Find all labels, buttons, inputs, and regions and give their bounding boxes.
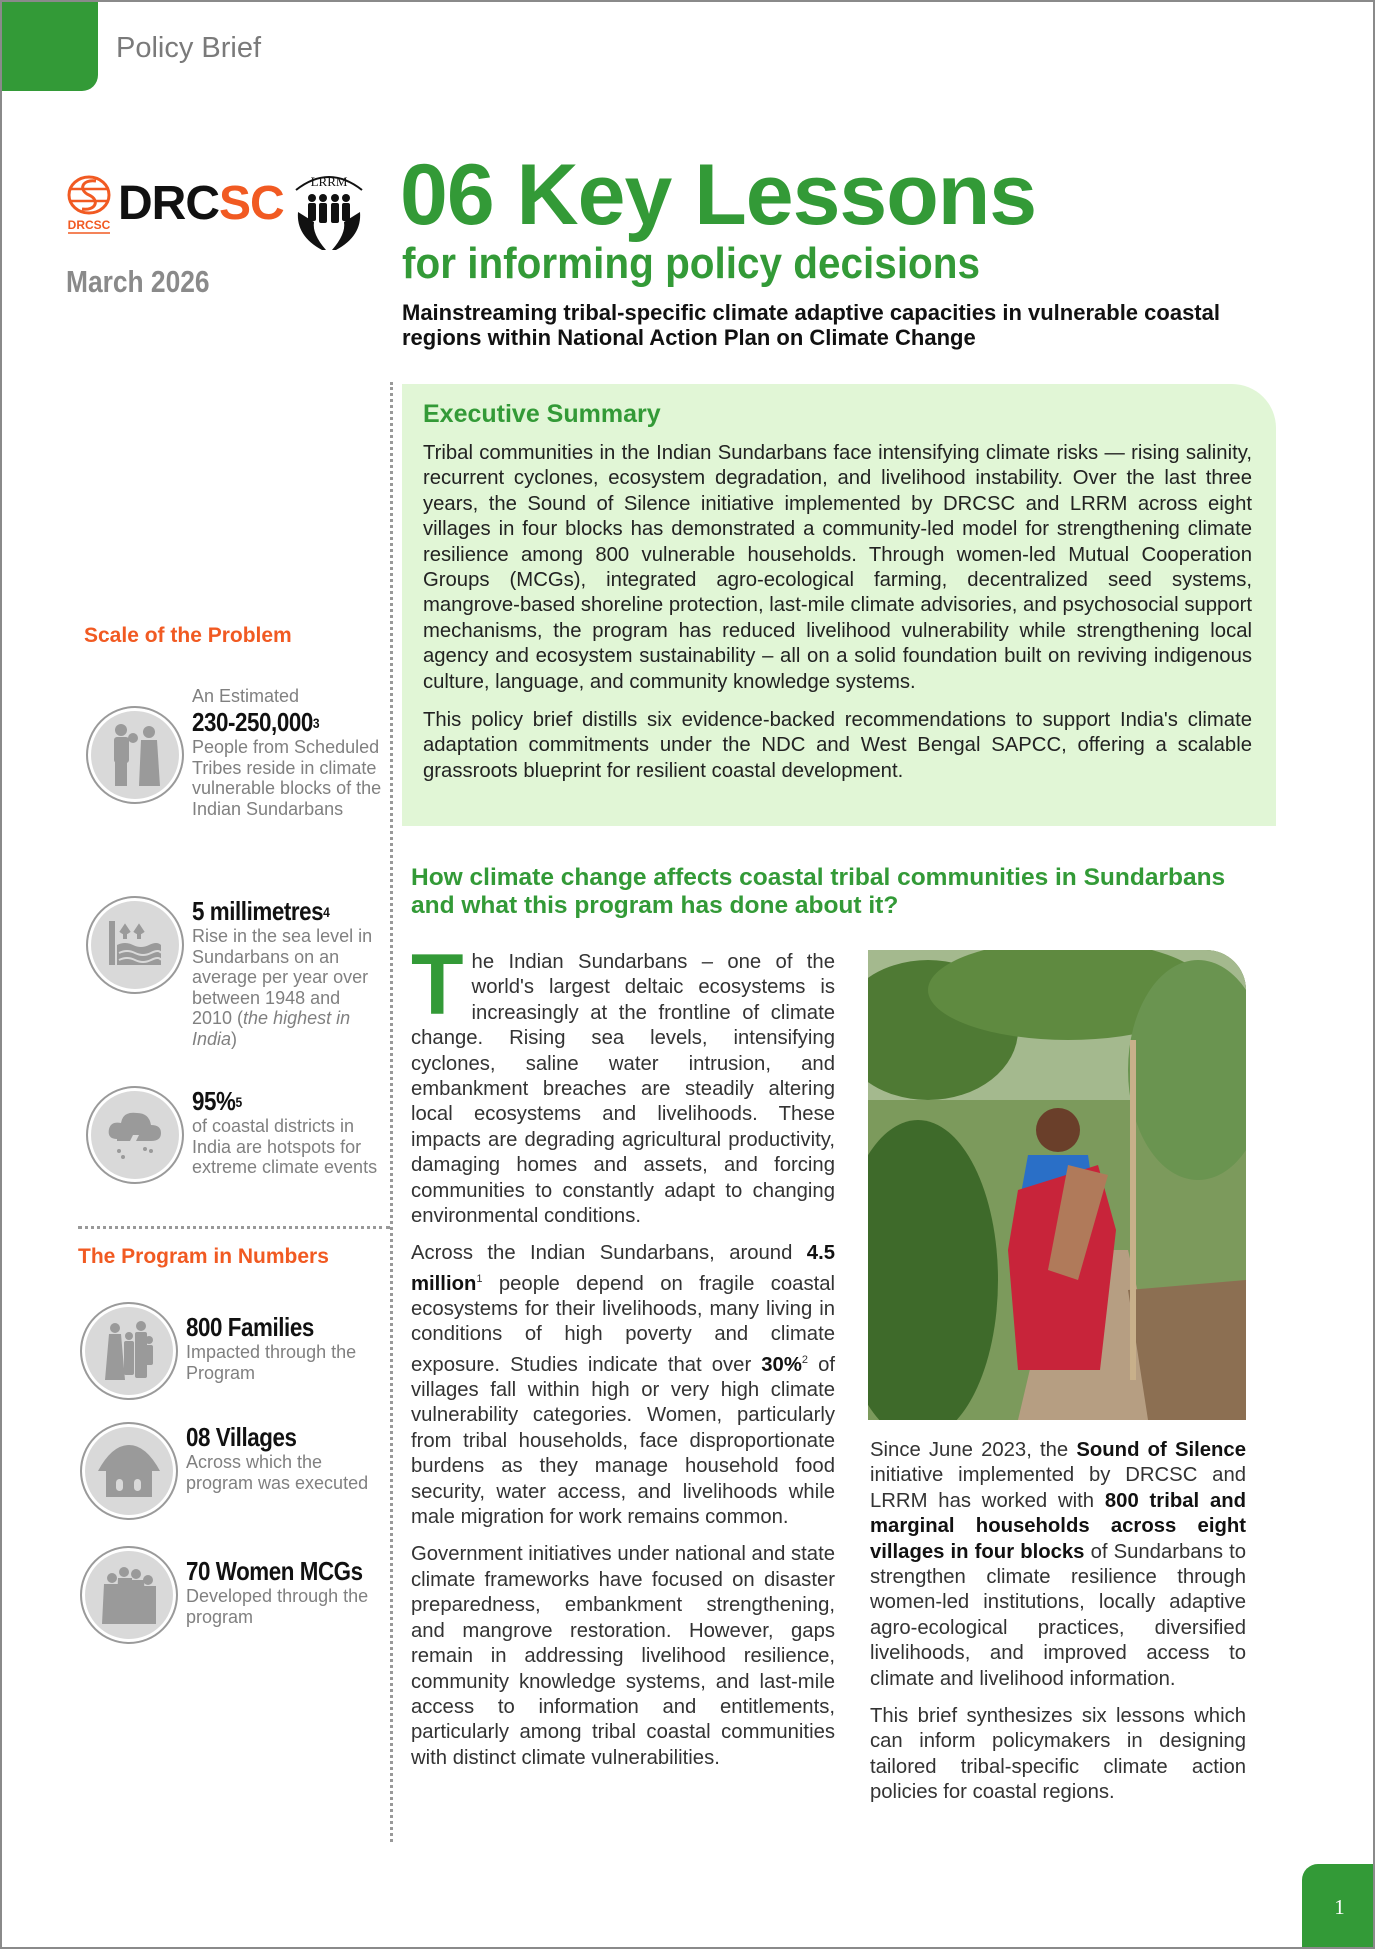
families-group-icon bbox=[80, 1302, 178, 1400]
garden-photo bbox=[868, 950, 1246, 1420]
page-tagline: Mainstreaming tribal-specific climate adaptive capacities in vulnerable coastal regions within National Action Plan on Climate Change bbox=[402, 300, 1220, 350]
body-paragraph: The Indian Sundarbans – one of the world's largest deltaic ecosystems is increasingly at the frontline of climate change. Rising sea levels, intensifying cyclones, saline water intrusion, and embankment breaches are steadily altering local ecosystems and livelihoods. These impacts are degrading agricultural productivity, damaging homes and assets, and forcing communities to constantly adapt to changing environmental conditions. bbox=[411, 937, 835, 1228]
sea-level-rise-icon bbox=[86, 896, 184, 994]
document-type-label: Policy Brief bbox=[116, 32, 262, 64]
executive-summary-box bbox=[402, 384, 1276, 826]
svg-text:DRCSC: DRCSC bbox=[67, 218, 111, 232]
stat-text: 800 Families Impacted through the Program bbox=[186, 1312, 357, 1383]
body-paragraph: Government initiatives under national and state climate frameworks have focused on disaster preparedness, embankment strengthening, and mangrove restoration. However, gaps remain in addressing livelihood resilience, community knowledge systems, and last-mile access to information and entitlements, particularly among tribal coastal communities with distinct climate vulnerabilities. bbox=[411, 1543, 835, 1769]
page-subtitle: for informing policy decisions bbox=[402, 239, 981, 288]
drcsc-emblem-icon bbox=[66, 174, 112, 236]
body-paragraph: Across the Indian Sundarbans, around 4.5 million$^1$ people depend on fragile coastal ecosystems for their livelihoods, many living in conditions of high poverty and climate exposure. Studies indicate that over 30%$^2$ of villages fall within high or very high climate vulnerability categories. Women, particularly from tribal households, face disproportionate burdens as they manage household food security, water access, and livelihoods while male migration for work remains common. bbox=[411, 1242, 835, 1529]
corner-tab bbox=[2, 2, 98, 91]
stat-text: 08 Villages Across which the program was executed bbox=[186, 1422, 369, 1493]
publication-date: March 2026 bbox=[66, 264, 210, 299]
hut-icon bbox=[80, 1422, 178, 1520]
body-paragraph: This brief synthesizes six lessons which can inform policymakers in designing tailored tribal-specific climate action policies for coastal regions. bbox=[870, 1705, 1246, 1804]
drop-cap: T bbox=[411, 937, 464, 1033]
executive-summary-paragraph: Tribal communities in the Indian Sundarbans face intensifying climate risks — rising salinity, recurrent cyclones, ecosystem degradation, and livelihood instability. Over the last three years, the Sound of Silence initiative implemented by DRCSC and LRRM across eight villages in four blocks has demonstrated a community-led model for strengthening climate resilience among 800 vulnerable households. Through women-led Mutual Cooperation Groups (MCGs), integrated agro-ecological farming, decentralized seed systems, mangrove-based shoreline protection, last-mile climate advisories, and psychosocial support mechanisms, the program has reduced livelihood vulnerability while strengthening local agency and ecosystem sustainability – all on a solid foundation built on reviving indigenous culture, language, and community knowledge systems. bbox=[423, 442, 1252, 693]
drcsc-logo bbox=[66, 174, 284, 240]
page-title: 06 Key Lessons bbox=[400, 147, 1037, 243]
section-heading: How climate change affects coastal tribal communities in Sundarbans and what this program has done about it? bbox=[411, 864, 1226, 919]
stat-text: An Estimated 230-250,000$^3$ People from Scheduled Tribes reside in climate vulnerable blocks of the Indian Sundarbans bbox=[192, 686, 382, 819]
storm-cloud-icon bbox=[86, 1086, 184, 1184]
photo-illustration bbox=[868, 950, 1246, 1420]
stat-text: 70 Women MCGs Developed through the program bbox=[186, 1556, 369, 1627]
right-body-column bbox=[870, 1438, 1246, 1818]
program-in-numbers-heading: The Program in Numbers bbox=[78, 1245, 329, 1268]
stat-text: 5 millimetres$^4$ Rise in the sea level in Sundarbans on an average per year over between 1948 and 2010 (the highest in India) bbox=[192, 896, 373, 1049]
women-group-icon bbox=[80, 1546, 178, 1644]
executive-summary-heading: Executive Summary bbox=[423, 400, 661, 428]
sidebar-divider bbox=[78, 1226, 390, 1229]
left-body-column bbox=[411, 937, 835, 1783]
lrrm-logo-icon bbox=[292, 166, 366, 252]
executive-summary-paragraph: This policy brief distills six evidence-backed recommendations to support India's climate adaptation commitments under the NDC and West Bengal SAPCC, offering a scalable grassroots blueprint for resilient coastal development. bbox=[423, 709, 1252, 782]
body-paragraph: Since June 2023, the Sound of Silence initiative implemented by DRCSC and LRRM has worked with 800 tribal and marginal households across eight villages in four blocks of Sundarbans to strengthen climate resilience through women-led institutions, locally adaptive agro-ecological practices, diversified livelihoods, and improved access to climate and livelihood information. bbox=[870, 1439, 1247, 1690]
stat-text: 95%$^5$ of coastal districts in India are hotspots for extreme climate events bbox=[192, 1086, 378, 1178]
page-number: 1 bbox=[1302, 1864, 1375, 1949]
column-divider bbox=[390, 382, 393, 1842]
svg-text:LRRM: LRRM bbox=[310, 174, 348, 189]
family-icon bbox=[86, 706, 184, 804]
drcsc-wordmark: DRCSC bbox=[118, 177, 284, 230]
scale-of-problem-heading: Scale of the Problem bbox=[84, 624, 292, 647]
